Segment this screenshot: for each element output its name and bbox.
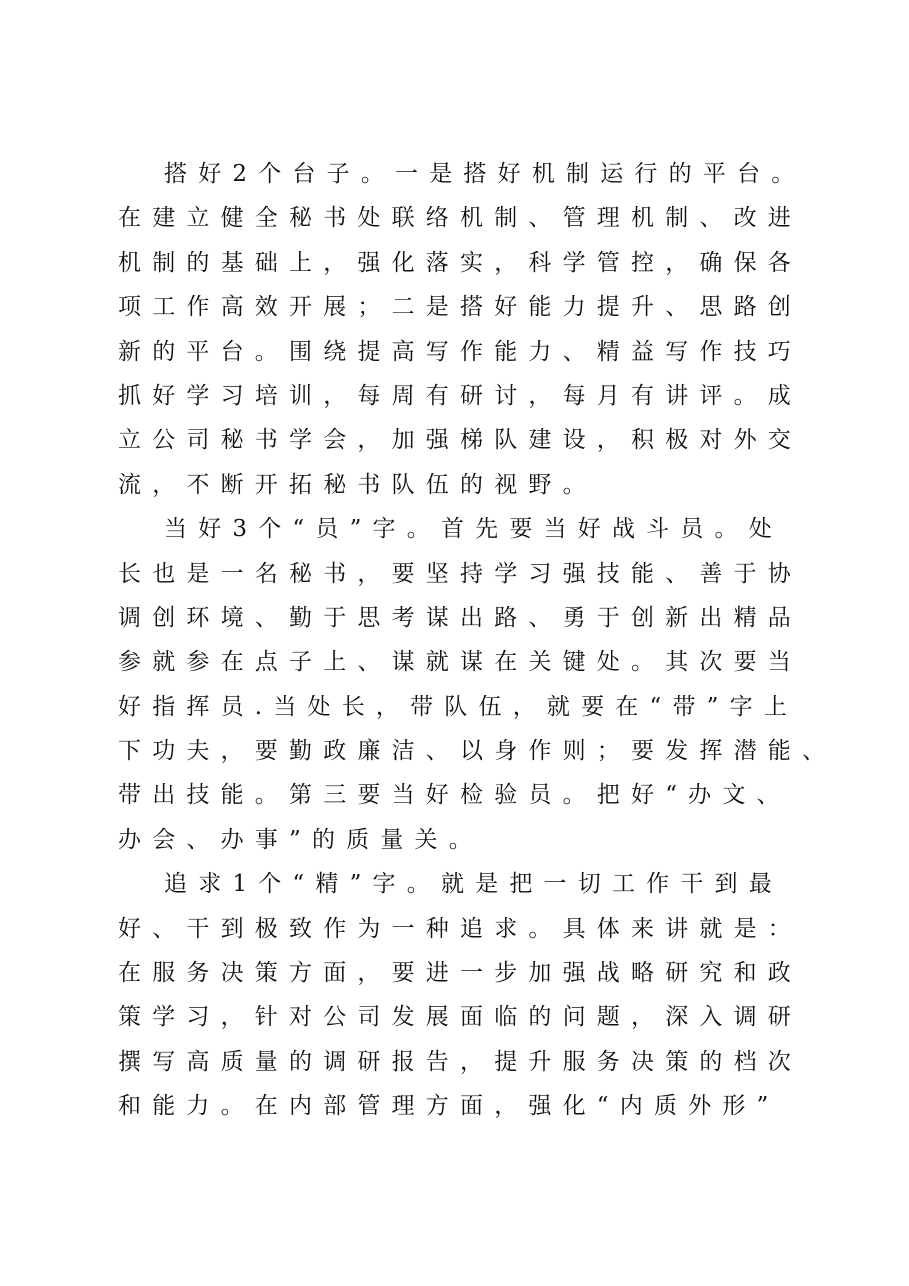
text-line: 和能力。在内部管理方面，强化“内质外形”: [118, 1093, 780, 1120]
text-line: 撰写高质量的调研报告，提升服务决策的档次: [118, 1048, 802, 1075]
text-line: 参就参在点子上、谋就谋在关键处。其次要当: [118, 649, 802, 676]
text-line: 抓好学习培训，每周有研讨，每月有讲评。成: [118, 382, 802, 409]
text-line: 追求1个“精”字。就是把一切工作干到最: [164, 871, 783, 898]
text-line: 在服务决策方面，要进一步加强战略研究和政: [118, 960, 802, 987]
text-line: 下功夫，要勤政廉洁、以身作则；要发挥潜能、: [118, 738, 837, 765]
text-line: 搭好2个台子。一是搭好机制运行的平台。: [164, 161, 806, 187]
text-line: 办会、办事”的质量关。: [118, 826, 483, 853]
paragraph-roles: [118, 507, 837, 862]
text-line: 当好3个“员”字。首先要当好战斗员。处: [164, 516, 783, 543]
text-line: 流，不断开拓秘书队伍的视野。: [118, 471, 597, 498]
text-line: 项工作高效开展；二是搭好能力提升、思路创: [118, 294, 802, 321]
text-line: 调创环境、勤于思考谋出路、勇于创新出精品: [118, 604, 802, 631]
text-line: 立公司秘书学会，加强梯队建设，积极对外交: [118, 427, 802, 454]
text-line: 策学习，针对公司发展面临的问题，深入调研: [118, 1004, 802, 1031]
text-line: 带出技能。第三要当好检验员。把好“办文、: [118, 782, 791, 809]
paragraph-platforms: [118, 152, 818, 507]
text-line: 长也是一名秘书，要坚持学习强技能、善于协: [118, 560, 802, 587]
text-line: 机制的基础上，强化落实，科学管控，确保各: [118, 249, 802, 276]
paragraph-excellence: [118, 862, 818, 1128]
text-line: 好指挥员.当处长，带队伍，就要在“带”字上: [118, 693, 799, 720]
document-body: [118, 152, 837, 1129]
text-line: 新的平台。围绕提高写作能力、精益写作技巧: [118, 338, 802, 365]
text-line: 好、干到极致作为一种追求。具体来讲就是：: [118, 915, 802, 942]
text-line: 在建立健全秘书处联络机制、管理机制、改进: [118, 205, 802, 232]
